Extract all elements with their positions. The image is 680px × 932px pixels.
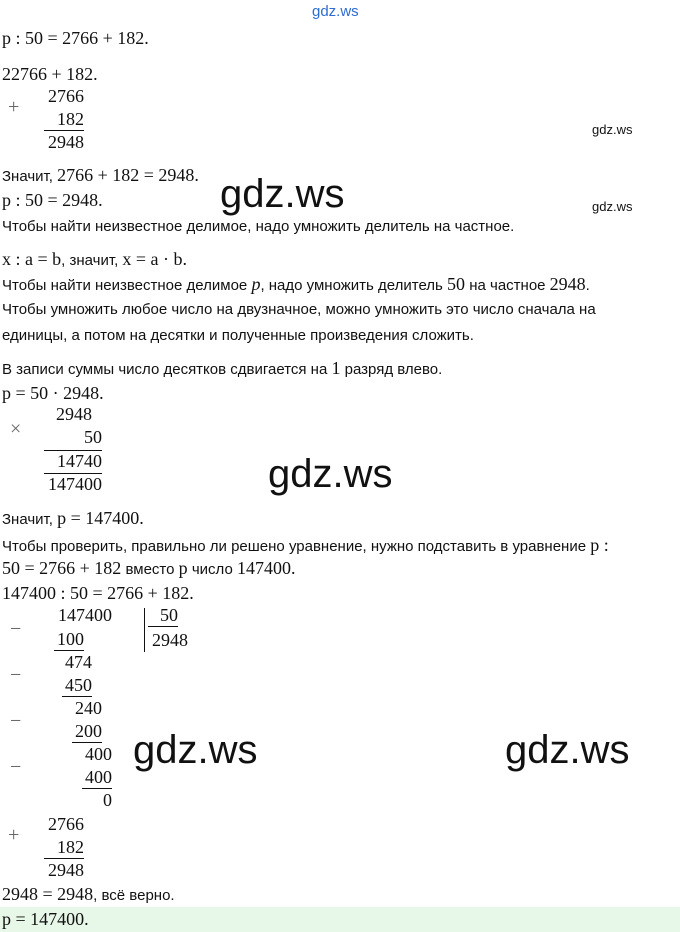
division-remainder-1: 474	[65, 652, 92, 672]
equation-initial: p : 50 = 2766 + 182.	[2, 28, 149, 48]
rule2-num-50: 50	[447, 274, 466, 294]
shift-text-b: разряд влево.	[340, 361, 443, 378]
formula-connector: , значит,	[61, 252, 123, 269]
division-subtrahend-4: 400	[82, 767, 112, 789]
answer: p = 147400.	[2, 909, 89, 929]
conclusion-math: 2766 + 182 = 2948.	[57, 165, 199, 185]
minus-sign-1: −	[10, 618, 22, 640]
watermark-big-4: gdz.ws	[505, 728, 630, 772]
check-sum-result: 2948	[48, 860, 84, 880]
multiplication-sign: ×	[10, 418, 22, 440]
watermark-big-1: gdz.ws	[220, 172, 345, 216]
sum-result: 2948	[48, 132, 84, 152]
product-result: 147400	[44, 473, 102, 495]
watermark-small-1: gdz.ws	[592, 122, 633, 137]
addend-1: 2766	[48, 86, 84, 106]
rule-dividend: Чтобы найти неизвестное делимое, надо умножить делитель на частное.	[2, 218, 515, 235]
check-addend-1: 2766	[48, 814, 84, 834]
sum-expression	[2, 64, 98, 85]
rule-multiply-line2: единицы, а потом на десятки и полученные произведения сложить.	[2, 327, 474, 344]
check2-var: p	[178, 558, 188, 578]
check2-text-a: вместо	[121, 561, 179, 578]
shift-note	[2, 358, 442, 379]
sum-fragment: 2	[2, 64, 11, 84]
answer-bar	[0, 907, 680, 932]
rule2-text-c: на частное	[465, 277, 550, 294]
minus-sign-4: −	[10, 756, 22, 778]
formula-line	[2, 249, 187, 270]
addition-sign-2: +	[8, 824, 20, 846]
multiplicand: 2948	[56, 404, 92, 424]
minus-sign-3: −	[10, 710, 22, 732]
check-line-1	[2, 535, 609, 556]
check1-var: p :	[590, 535, 609, 555]
addend-2: 182	[44, 109, 84, 131]
equation-reduced: p : 50 = 2948.	[2, 190, 103, 210]
final-check-math: 2948 = 2948	[2, 884, 94, 904]
dividend: 147400	[58, 605, 112, 625]
divisor: 50	[148, 605, 178, 627]
rule2-text-b: , надо умножить делитель	[260, 277, 448, 294]
division-bracket	[144, 608, 145, 652]
division-remainder-4: 0	[103, 790, 112, 810]
final-check	[2, 884, 175, 905]
formula-part-b: x = a · b.	[122, 249, 188, 269]
product-conclusion	[2, 508, 144, 529]
division-remainder-2: 240	[75, 698, 102, 718]
check-addend-2: 182	[44, 837, 84, 859]
rule2-text-d: .	[585, 277, 590, 294]
sum-conclusion	[2, 165, 199, 186]
product-conclusion-prefix: Значит,	[2, 511, 58, 528]
sum-expression-text: 2766 + 182.	[11, 64, 98, 84]
rule2-var-p: p	[251, 274, 261, 294]
multiplier: 50	[84, 427, 102, 447]
division-subtrahend-2: 450	[62, 675, 92, 697]
rule2-text-a: Чтобы найти неизвестное делимое	[2, 277, 252, 294]
addition-sign: +	[8, 96, 20, 118]
watermark-top: gdz.ws	[312, 3, 359, 20]
watermark-big-3: gdz.ws	[133, 728, 258, 772]
check1-text: Чтобы проверить, правильно ли решено уравнение, нужно подставить в уравнение	[2, 538, 591, 555]
watermark-small-2: gdz.ws	[592, 199, 633, 214]
rule2-num-2948: 2948	[549, 274, 586, 294]
conclusion-prefix: Значит,	[2, 168, 58, 185]
shift-text-a: В записи суммы число десятков сдвигается на	[2, 361, 332, 378]
division-remainder-3: 400	[85, 744, 112, 764]
formula-part-a: x : a = b	[2, 249, 62, 269]
check2-num: 147400.	[236, 558, 296, 578]
check-line-2	[2, 558, 295, 579]
check-equation: 147400 : 50 = 2766 + 182.	[2, 583, 194, 603]
quotient: 2948	[152, 630, 188, 650]
final-check-text: , всё верно.	[93, 887, 175, 904]
partial-product: 14740	[44, 450, 102, 472]
minus-sign-2: −	[10, 664, 22, 686]
shift-num: 1	[331, 358, 341, 378]
rule-multiply-line1: Чтобы умножить любое число на двузначное, можно умножить это число сначала на	[2, 301, 596, 318]
check2-eq: 50 = 2766 + 182	[2, 558, 122, 578]
division-subtrahend-1: 100	[54, 629, 84, 651]
division-subtrahend-3: 200	[72, 721, 102, 743]
equation-product: p = 50 · 2948.	[2, 383, 104, 403]
rule-dividend-specific	[2, 274, 590, 295]
check2-text-b: число	[187, 561, 237, 578]
product-conclusion-math: p = 147400.	[57, 508, 144, 528]
watermark-big-2: gdz.ws	[268, 452, 393, 496]
